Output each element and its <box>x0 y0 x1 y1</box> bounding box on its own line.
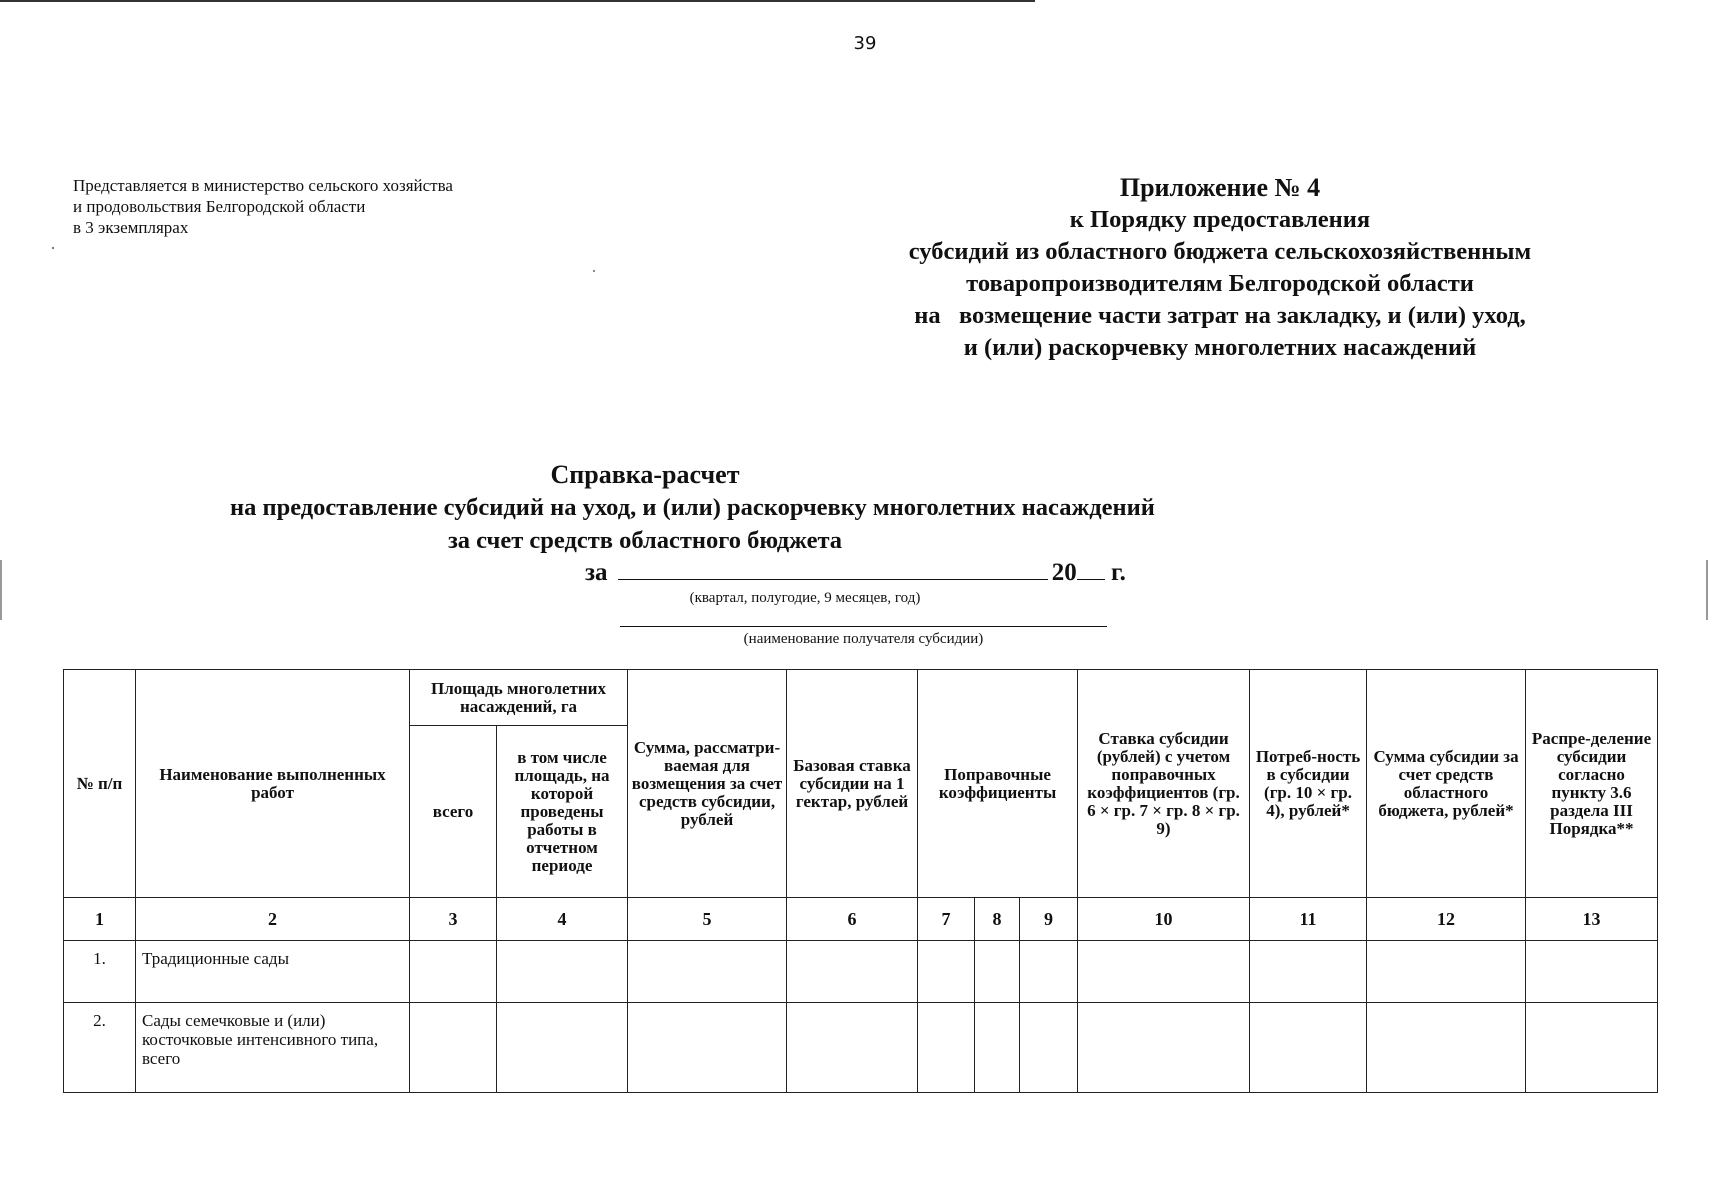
row-name: Сады семечковые и (или) косточковые интенсивного типа, всего <box>136 1003 410 1093</box>
column-number: 6 <box>787 898 918 941</box>
column-number: 8 <box>975 898 1020 941</box>
table-cell[interactable] <box>1250 1003 1367 1093</box>
column-number: 12 <box>1367 898 1526 941</box>
header-row <box>64 670 1658 726</box>
table-cell[interactable] <box>787 1003 918 1093</box>
header-rate: Ставка субсидии (рублей) с учетом поправочных коэффициентов (гр. 6 × гр. 7 × гр. 8 × гр. 9) <box>1078 670 1250 898</box>
form-subtitle-line: за счет средств областного бюджета <box>447 527 843 554</box>
scan-speck <box>52 247 54 249</box>
appendix-header <box>820 172 1620 364</box>
table-cell[interactable] <box>1020 941 1078 1003</box>
table-cell[interactable] <box>1020 1003 1078 1093</box>
period-hint: (квартал, полугодие, 9 месяцев, год) <box>689 590 921 606</box>
form-title: Справка-расчет <box>550 460 740 489</box>
column-number-row <box>64 898 1658 941</box>
appendix-line: на возмещение части затрат на закладку, и (или) уход, <box>914 302 1526 329</box>
scan-edge-mark <box>1706 560 1708 620</box>
table-cell[interactable] <box>628 941 787 1003</box>
table-cell[interactable] <box>787 941 918 1003</box>
header-num: № п/п <box>64 670 136 898</box>
appendix-line: субсидий из областного бюджета сельскохозяйственным <box>908 238 1532 265</box>
table-cell[interactable] <box>1078 941 1250 1003</box>
submission-note <box>73 175 453 238</box>
table-cell[interactable] <box>1526 941 1658 1003</box>
period-line <box>585 555 1126 587</box>
period-suffix: г. <box>1111 559 1126 586</box>
form-subtitle-line: на предоставление субсидий на уход, и (или) раскорчевку многолетних насаждений <box>230 494 1155 521</box>
column-number: 4 <box>497 898 628 941</box>
table-cell[interactable] <box>1367 941 1526 1003</box>
table-cell[interactable] <box>410 1003 497 1093</box>
appendix-line: и (или) раскорчевку многолетних насаждений <box>963 334 1477 361</box>
column-number: 3 <box>410 898 497 941</box>
header-area-reported: в том числе площадь, на которой проведены работы в отчетном периоде <box>497 726 628 898</box>
header-name: Наименование выполненных работ <box>136 670 410 898</box>
row-name: Традиционные сады <box>136 941 410 1003</box>
year-blank-field[interactable] <box>1077 555 1105 580</box>
column-number: 5 <box>628 898 787 941</box>
scan-speck <box>593 270 595 272</box>
page-number: 39 <box>853 33 877 54</box>
column-number: 11 <box>1250 898 1367 941</box>
header-budget-sum: Сумма субсидии за счет средств областного бюджета, рублей* <box>1367 670 1526 898</box>
table-cell[interactable] <box>1250 941 1367 1003</box>
submission-line: Представляется в министерство сельского хозяйства <box>73 176 453 195</box>
table-cell[interactable] <box>1078 1003 1250 1093</box>
appendix-title: Приложение № 4 <box>1119 173 1321 202</box>
table-cell[interactable] <box>1526 1003 1658 1093</box>
column-number: 13 <box>1526 898 1658 941</box>
column-number: 2 <box>136 898 410 941</box>
table-cell[interactable] <box>975 1003 1020 1093</box>
table-cell[interactable] <box>410 941 497 1003</box>
table-cell[interactable] <box>497 1003 628 1093</box>
header-area: Площадь многолетних насаждений, га <box>410 670 628 726</box>
appendix-line: к Порядку предоставления <box>1069 206 1371 233</box>
top-rule <box>0 0 1035 2</box>
scan-edge-mark <box>0 560 2 620</box>
header-need: Потреб-ность в субсидии (гр. 10 × гр. 4), рублей* <box>1250 670 1367 898</box>
header-sum: Сумма, рассматри-ваемая для возмещения за счет средств субсидии, рублей <box>628 670 787 898</box>
row-num: 2. <box>64 1003 136 1093</box>
table-cell[interactable] <box>975 941 1020 1003</box>
table-cell[interactable] <box>497 941 628 1003</box>
header-coefficients: Поправочные коэффициенты <box>918 670 1078 898</box>
table-cell[interactable] <box>918 1003 975 1093</box>
recipient-blank-field[interactable] <box>620 625 1107 627</box>
table-cell[interactable] <box>1367 1003 1526 1093</box>
period-blank-field[interactable] <box>618 555 1048 580</box>
header-base-rate: Базовая ставка субсидии на 1 гектар, рублей <box>787 670 918 898</box>
header-distribution: Распре-деление субсидии согласно пункту 3.6 раздела III Порядка** <box>1526 670 1658 898</box>
submission-line: и продовольствия Белгородской области <box>73 197 366 216</box>
calculation-table <box>63 669 1658 1093</box>
row-num: 1. <box>64 941 136 1003</box>
table-row <box>64 941 1658 1003</box>
period-year: 20 <box>1051 559 1077 586</box>
submission-line: в 3 экземплярах <box>73 218 189 237</box>
column-number: 10 <box>1078 898 1250 941</box>
table-cell[interactable] <box>628 1003 787 1093</box>
column-number: 1 <box>64 898 136 941</box>
header-area-total: всего <box>410 726 497 898</box>
form-heading <box>230 458 1155 557</box>
table-cell[interactable] <box>918 941 975 1003</box>
column-number: 7 <box>918 898 975 941</box>
column-number: 9 <box>1020 898 1078 941</box>
appendix-line: товаропроизводителям Белгородской области <box>966 270 1474 297</box>
period-prefix: за <box>585 559 608 586</box>
recipient-hint: (наименование получателя субсидии) <box>743 631 984 647</box>
table-row <box>64 1003 1658 1093</box>
